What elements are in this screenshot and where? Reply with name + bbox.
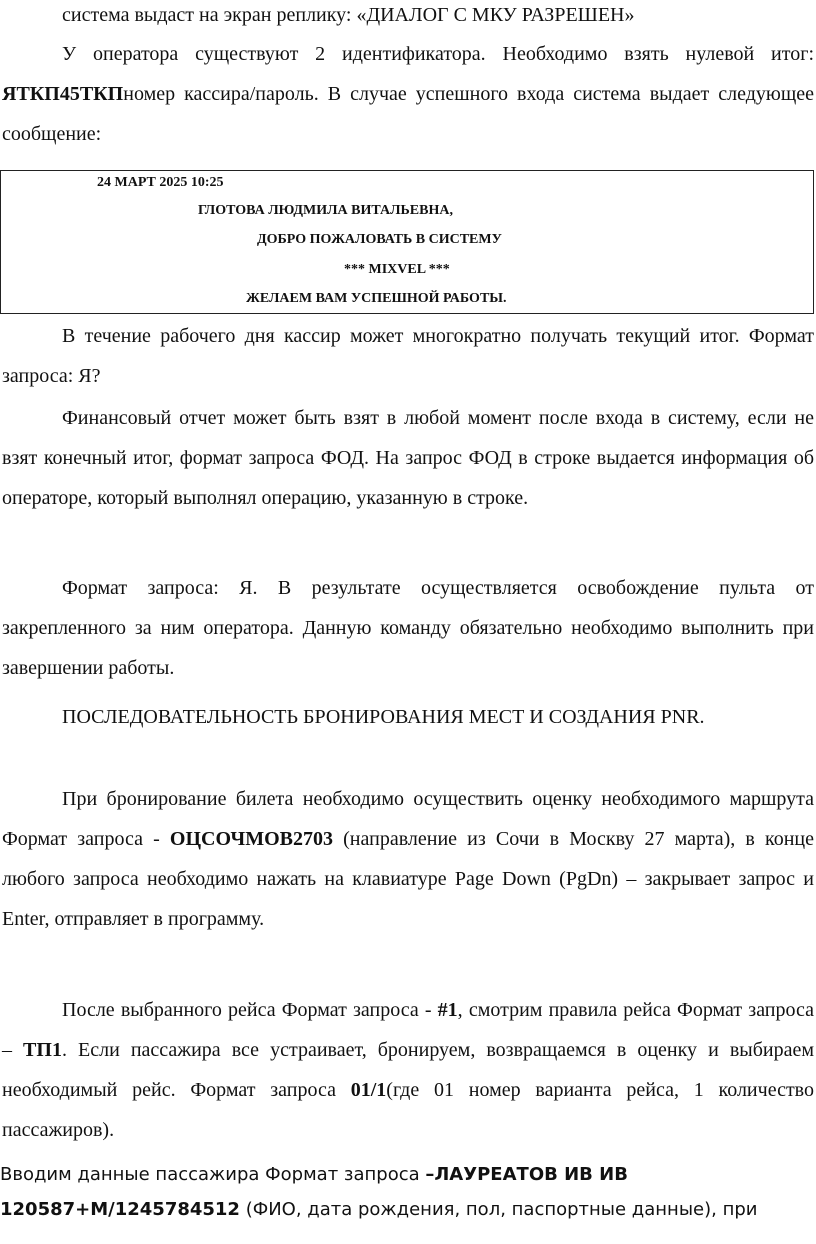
paragraph-route-evaluation xyxy=(2,779,814,939)
text: У оператора существуют 2 идентификатора. Необходимо взять нулевой итог: xyxy=(62,43,814,65)
system-message-box xyxy=(0,170,814,314)
line-dialog-allowed: система выдаст на экран реплику: «ДИАЛОГ С МКУ РАЗРЕШЕН» xyxy=(62,4,635,26)
code-fare-rules: ТП1 xyxy=(23,1039,62,1061)
code-flight-number: #1 xyxy=(437,999,458,1021)
code-zero-total: ЯТКП45ТКП xyxy=(2,83,124,105)
text: (где 01 номер варианта рейса, 1 количество пассажиров). xyxy=(2,1079,814,1141)
message-system-name: *** MIXVEL *** xyxy=(344,262,450,277)
code-seat-request: 01/1 xyxy=(350,1079,387,1101)
message-cashier-name: ГЛОТОВА ЛЮДМИЛА ВИТАЛЬЕВНА, xyxy=(198,203,453,218)
code-passenger-name: –ЛАУРЕАТОВ ИВ ИВ xyxy=(425,1164,628,1185)
paragraph-financial-report: Финансовый отчет может быть взят в любой момент после входа в систему, если не взят конечный итог, формат запроса ФОД. На запрос ФОД в строке выдается информация об операторе, который выполнял операцию, указанную в строке. xyxy=(2,407,814,509)
code-passenger-data: 120587+М/1245784512 xyxy=(0,1199,240,1220)
message-wish: ЖЕЛАЕМ ВАМ УСПЕШНОЙ РАБОТЫ. xyxy=(246,291,507,306)
text: . Если пассажира все устраивает, бронируем, возвращаемся в оценку и выбираем необходимый рейс. Формат запроса xyxy=(2,1039,814,1101)
paragraph-flight-selection xyxy=(2,990,814,1150)
text: После выбранного рейса Формат запроса - xyxy=(62,999,438,1021)
text: (ФИО, дата рождения, пол, паспортные данные), при xyxy=(239,1199,758,1220)
text: номер кассира/пароль. В случае успешного входа система выдает следующее сообщение: xyxy=(2,83,814,145)
text: Вводим данные пассажира Формат запроса xyxy=(0,1164,426,1185)
text: При бронирование билета необходимо осуществить оценку необходимого маршрута Формат запроса - xyxy=(2,788,814,850)
text: , смотрим правила рейса Формат запроса – xyxy=(2,999,815,1061)
paragraph-release-console: Формат запроса: Я. В результате осуществляется освобождение пульта от закрепленного за ним оператора. Данную команду обязательно необходимо выполнить при завершении работы. xyxy=(2,577,814,679)
section-heading-booking: ПОСЛЕДОВАТЕЛЬНОСТЬ БРОНИРОВАНИЯ МЕСТ И СОЗДАНИЯ PNR. xyxy=(62,706,705,728)
message-date: 24 МАРТ 2025 10:25 xyxy=(97,175,224,190)
passenger-line-2 xyxy=(0,1199,816,1220)
paragraph-operator-ids xyxy=(2,34,814,154)
paragraph-current-total: В течение рабочего дня кассир может многократно получать текущий итог. Формат запроса: Я? xyxy=(2,325,814,387)
code-route-query: ОЦСОЧМОВ2703 xyxy=(169,828,333,850)
message-welcome: ДОБРО ПОЖАЛОВАТЬ В СИСТЕМУ xyxy=(257,232,502,247)
text: (направление из Сочи в Москву 27 марта), в конце любого запроса необходимо нажать на клавиатуре Page Down (PgDn) – закрывает запрос и Enter, отправляет в программу. xyxy=(2,828,814,930)
passenger-line-1 xyxy=(0,1164,816,1185)
